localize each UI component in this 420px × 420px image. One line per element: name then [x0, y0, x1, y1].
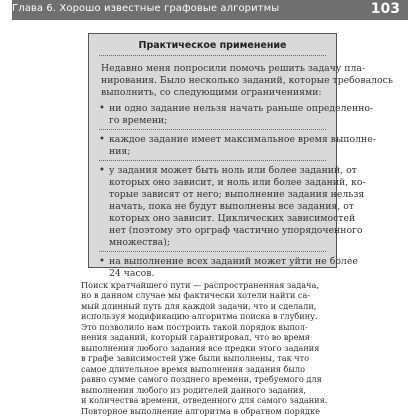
body-line: мый длинный путь для каждой задачи, что и сделали,: [81, 300, 317, 311]
bullet-line: ния;: [109, 146, 131, 157]
page-number: 103: [370, 1, 400, 17]
bullet-line: на выполнение всех заданий может уйти не более: [109, 256, 358, 267]
sidebar-intro-line: нирования. Было несколько заданий, которые требовалось: [101, 75, 393, 86]
bullet-line: которых оно зависит, и ноль или более заданий, ко-: [109, 177, 366, 188]
body-line: используя модификацию алгоритма поиска в глубину.: [81, 311, 318, 322]
body-line: Повторное выполнение алгоритма в обратном порядке: [81, 405, 320, 416]
bullet-divider: [99, 160, 326, 161]
bullet-marker: •: [99, 103, 105, 114]
body-line: в графе зависимостей уже были выполнены, так что: [81, 353, 310, 364]
body-line: самое длительное время выполнения задания было: [81, 363, 305, 374]
bullet-line: торые зависят от него; выполнение задания нельзя: [109, 189, 365, 200]
bullet-divider: [99, 251, 326, 252]
body-line: выполнения любого задания все предки этого задания: [81, 342, 320, 353]
sidebar-title: Практическое применение: [138, 40, 287, 51]
sidebar-intro-line: Недавно меня попросили помочь решить задачу пла-: [101, 63, 366, 74]
bullet-line: которых оно зависит. Циклических зависимостей: [109, 213, 356, 224]
running-header: [12, 0, 408, 20]
bullet-marker: •: [99, 256, 105, 267]
body-line: и количества времени, отведенного для самого задания.: [81, 395, 328, 406]
body-line: Поиск кратчайшего пути — распространенная задача,: [81, 280, 319, 290]
sidebar-title-divider: [99, 55, 326, 56]
sidebar-intro-line: выполнить, со следующими ограничениями:: [101, 87, 322, 98]
chapter-title: Глава 6. Хорошо известные графовые алгоритмы: [12, 3, 280, 14]
body-line: нения заданий, который гарантировал, что во время: [81, 332, 310, 343]
bullet-marker: •: [99, 134, 105, 145]
body-line: равно сумме самого позднего времени, требуемого для: [81, 374, 322, 385]
body-line: но в данном случае мы фактически хотели найти са-: [81, 290, 311, 301]
bullet-line: начать, пока не будут выполнены все задания, от: [109, 201, 354, 212]
body-line: Это позволило нам построить такой порядок выпол-: [81, 321, 308, 332]
bullet-line: каждое задание имеет максимальное время выполне-: [109, 134, 376, 145]
bullet-line: 24 часов.: [109, 268, 155, 279]
bullet-divider: [99, 129, 326, 130]
bullet-line: у задания может быть ноль или более заданий, от: [109, 165, 357, 176]
practical-application-box: [88, 33, 393, 279]
bullet-line: ни одно задание нельзя начать раньше определенно-: [109, 103, 374, 114]
body-line: выполнения любого из родителей данного задания,: [81, 384, 307, 395]
bullet-line: го времени;: [109, 115, 168, 126]
bullet-line: множества);: [109, 237, 170, 248]
bullet-marker: •: [99, 165, 105, 176]
bullet-line: нет (поэтому это орграф частично упорядоченного: [109, 225, 363, 236]
